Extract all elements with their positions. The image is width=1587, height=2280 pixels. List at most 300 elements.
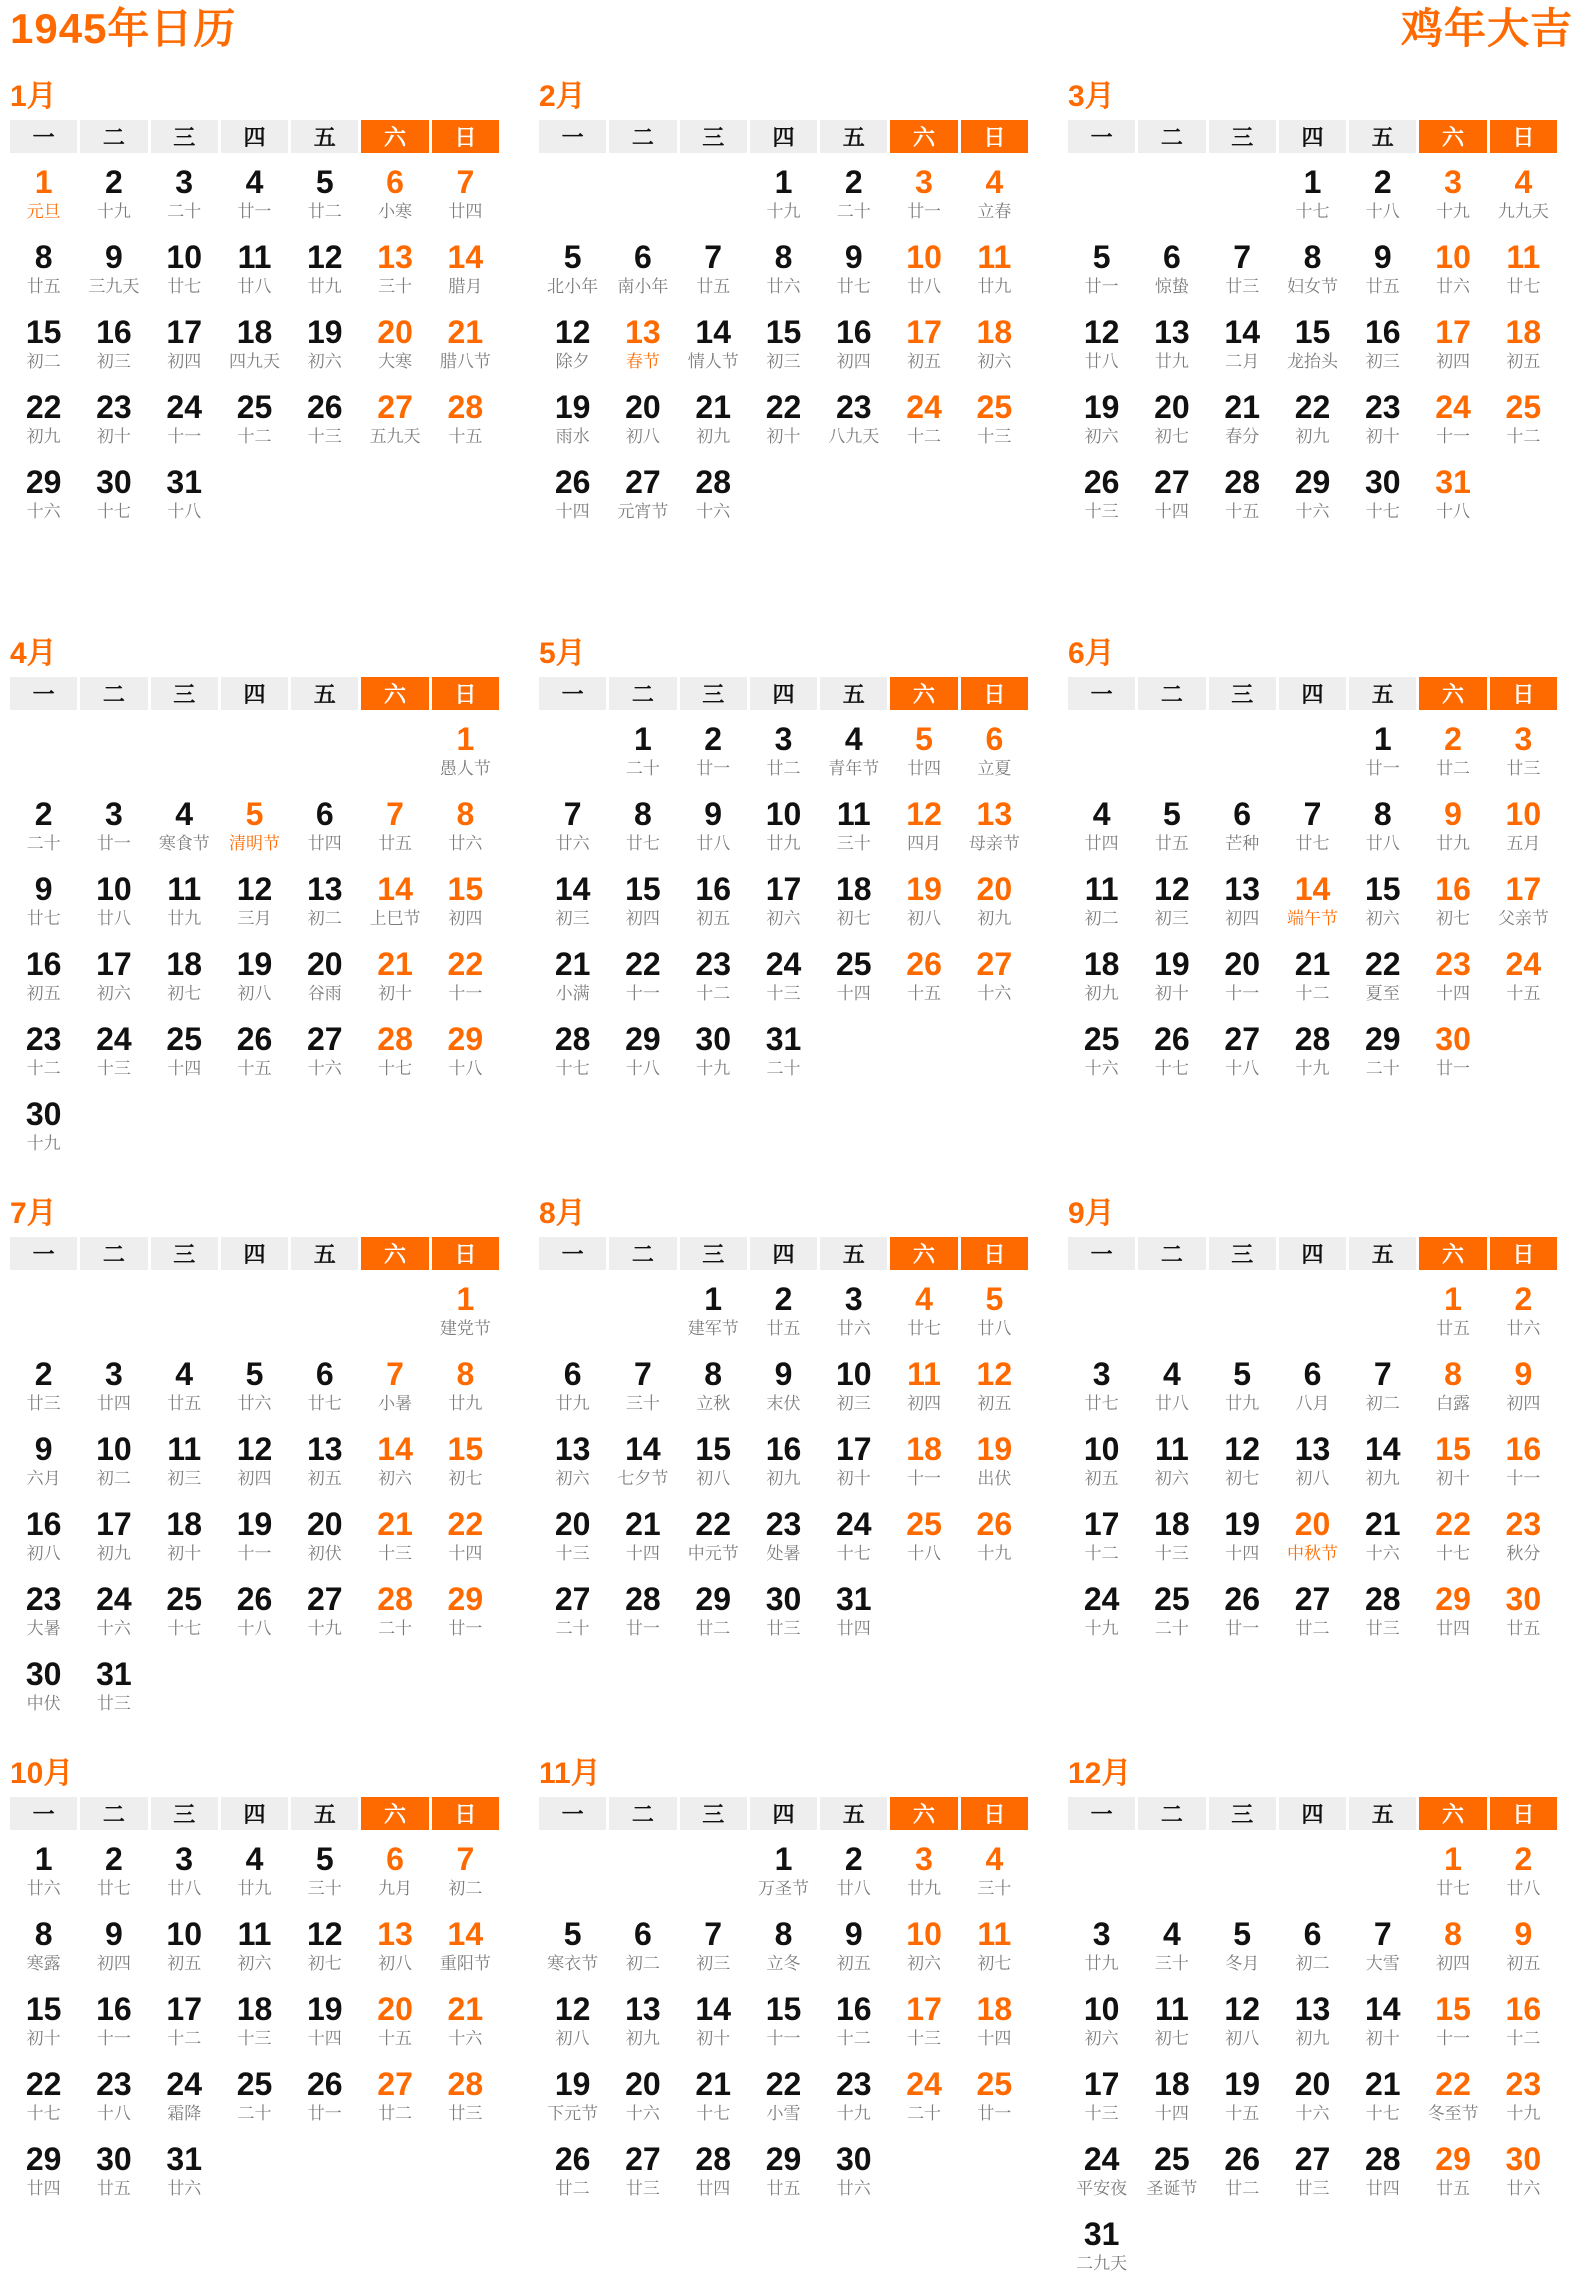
day-lunar-label: 情人节	[687, 352, 739, 371]
day-cell	[1279, 2130, 1346, 2205]
day-number: 8	[34, 1916, 53, 1952]
weekday-header-cell: 二	[609, 677, 676, 710]
day-cell	[1490, 378, 1557, 453]
day-number: 16	[835, 1991, 872, 2027]
day-lunar-label: 初三	[836, 1394, 871, 1413]
day-cell	[1068, 860, 1135, 935]
day-cell	[361, 785, 428, 860]
day-lunar-label: 二十	[26, 834, 61, 853]
day-cell	[539, 303, 606, 378]
day-lunar-label: 初四	[625, 909, 660, 928]
day-cell	[961, 860, 1028, 935]
day-cell	[151, 1905, 218, 1980]
day-lunar-label: 腊月	[448, 277, 483, 296]
day-number: 7	[456, 164, 475, 200]
day-number: 28	[447, 2066, 484, 2102]
day-cell	[432, 785, 499, 860]
day-cell	[80, 2130, 147, 2205]
day-cell	[10, 1345, 77, 1420]
day-lunar-label: 十一	[237, 1544, 272, 1563]
day-number: 13	[1154, 314, 1190, 350]
day-number: 13	[625, 314, 661, 350]
day-lunar-label: 秋分	[1506, 1544, 1541, 1563]
day-cell	[680, 1905, 747, 1980]
day-lunar-label: 廿三	[1295, 2179, 1330, 2198]
day-cell	[291, 378, 358, 453]
day-lunar-label: 二十	[378, 1619, 413, 1638]
day-number: 20	[1154, 389, 1190, 425]
day-cell	[1068, 785, 1135, 860]
day-lunar-label: 初九	[1084, 984, 1119, 1003]
day-cell	[151, 1420, 218, 1495]
day-lunar-label: 廿二	[378, 2104, 413, 2123]
day-cell	[1349, 1495, 1416, 1570]
day-number: 12	[236, 1431, 273, 1467]
day-cell	[680, 2130, 747, 2205]
day-lunar-label: 二十	[907, 2104, 942, 2123]
day-lunar-label: 初八	[696, 1469, 731, 1488]
day-number: 4	[175, 796, 194, 832]
day-lunar-label: 初二	[307, 909, 342, 928]
day-lunar-label: 廿二	[307, 202, 342, 221]
day-lunar-label: 廿一	[237, 202, 272, 221]
day-cell	[10, 303, 77, 378]
day-cell	[820, 228, 887, 303]
day-lunar-label: 十四	[307, 2029, 342, 2048]
day-lunar-label: 八九天	[828, 427, 880, 446]
day-cell	[961, 785, 1028, 860]
day-cell	[961, 935, 1028, 1010]
day-number: 30	[25, 1096, 62, 1132]
day-cell	[80, 228, 147, 303]
day-lunar-label: 廿二	[766, 759, 801, 778]
day-number: 10	[906, 239, 942, 275]
day-cell	[750, 1420, 817, 1495]
day-cell	[539, 1345, 606, 1420]
day-lunar-label: 五月	[1506, 834, 1541, 853]
day-cell	[1209, 1905, 1276, 1980]
day-lunar-label: 春分	[1225, 427, 1260, 446]
day-lunar-label: 初十	[378, 984, 413, 1003]
day-cell	[539, 378, 606, 453]
day-number: 17	[166, 314, 202, 350]
day-cell	[820, 1495, 887, 1570]
weekday-header-cell: 四	[1279, 1237, 1346, 1270]
day-lunar-label: 十八	[1365, 202, 1400, 221]
day-number: 8	[1303, 239, 1322, 275]
day-lunar-label: 十九	[1506, 2104, 1541, 2123]
day-number: 28	[1364, 2141, 1401, 2177]
day-lunar-label: 廿八	[1506, 1879, 1541, 1898]
day-lunar-label: 十一	[96, 2029, 131, 2048]
day-cell	[432, 1570, 499, 1645]
day-lunar-label: 廿六	[448, 834, 483, 853]
day-cell	[1209, 935, 1276, 1010]
day-lunar-label: 廿六	[1506, 2179, 1541, 2198]
day-cell	[1209, 2130, 1276, 2205]
weekday-header-row	[1068, 1237, 1557, 1270]
day-number: 15	[1294, 314, 1331, 350]
weekday-header-cell: 四	[1279, 120, 1346, 153]
day-number: 30	[835, 2141, 872, 2177]
day-number: 29	[625, 1021, 661, 1057]
day-cell	[961, 1495, 1028, 1570]
day-cell	[680, 1270, 747, 1345]
day-number: 5	[1233, 1916, 1252, 1952]
day-lunar-label: 初四	[1506, 1394, 1541, 1413]
day-lunar-label: 十三	[977, 427, 1012, 446]
day-number: 24	[1083, 2141, 1120, 2177]
weekday-header-cell: 三	[1209, 1237, 1276, 1270]
day-lunar-label: 十七	[1295, 202, 1330, 221]
day-lunar-label: 十八	[167, 502, 202, 521]
day-number: 17	[906, 314, 942, 350]
day-cell	[151, 1495, 218, 1570]
day-number: 9	[1514, 1916, 1533, 1952]
day-number: 11	[907, 1356, 941, 1392]
day-lunar-label: 廿七	[96, 1879, 131, 1898]
day-number: 1	[34, 164, 53, 200]
day-number: 15	[447, 1431, 484, 1467]
day-lunar-label: 建党节	[439, 1319, 491, 1338]
day-number: 5	[985, 1281, 1004, 1317]
day-lunar-label: 十八	[907, 1544, 942, 1563]
day-cell	[10, 1010, 77, 1085]
day-lunar-label: 十九	[696, 1059, 731, 1078]
weekday-header-cell: 五	[291, 120, 358, 153]
day-lunar-label: 廿四	[836, 1619, 871, 1638]
weekday-header-cell: 日	[961, 120, 1028, 153]
day-cell	[80, 378, 147, 453]
day-cell	[432, 1270, 499, 1345]
day-lunar-label: 南小年	[617, 277, 669, 296]
day-cell	[361, 1905, 428, 1980]
day-cell	[539, 1420, 606, 1495]
day-lunar-label: 二月	[1225, 352, 1260, 371]
day-cell	[1209, 2055, 1276, 2130]
month-days-grid	[539, 1270, 1028, 1645]
day-cell	[80, 303, 147, 378]
day-cell	[221, 860, 288, 935]
day-cell	[80, 935, 147, 1010]
day-lunar-label: 下元节	[547, 2104, 599, 2123]
day-lunar-label: 廿七	[26, 909, 61, 928]
day-cell	[820, 378, 887, 453]
day-cell	[80, 1010, 147, 1085]
weekday-header-cell: 一	[1068, 120, 1135, 153]
day-cell	[291, 303, 358, 378]
day-cell	[1419, 228, 1486, 303]
day-number: 3	[175, 1841, 194, 1877]
day-number: 29	[25, 2141, 62, 2177]
day-number: 19	[976, 1431, 1013, 1467]
day-number: 11	[1506, 239, 1541, 275]
day-number: 19	[1224, 1506, 1260, 1542]
day-cell	[10, 1980, 77, 2055]
weekday-header-cell: 四	[750, 677, 817, 710]
day-lunar-label: 十五	[1225, 2104, 1260, 2123]
day-number: 17	[835, 1431, 872, 1467]
month-days-grid	[10, 1830, 499, 2205]
day-cell	[680, 710, 747, 785]
day-lunar-label: 七夕节	[617, 1469, 669, 1488]
day-number: 1	[634, 721, 652, 757]
day-lunar-label: 十四	[167, 1059, 202, 1078]
day-cell	[10, 785, 77, 860]
day-number: 25	[1154, 2141, 1190, 2177]
day-number: 20	[1224, 946, 1260, 982]
day-lunar-label: 十二	[696, 984, 731, 1003]
weekday-header-cell: 六	[1419, 1797, 1486, 1830]
day-cell	[1138, 1345, 1205, 1420]
day-cell	[1209, 860, 1276, 935]
day-cell	[820, 2130, 887, 2205]
day-lunar-label: 初五	[836, 1954, 871, 1973]
day-cell	[1490, 1570, 1557, 1645]
day-lunar-label: 廿四	[696, 2179, 731, 2198]
day-number: 23	[1505, 1506, 1542, 1542]
day-cell	[361, 378, 428, 453]
weekday-header-cell: 二	[609, 120, 676, 153]
day-number: 30	[1435, 1021, 1471, 1057]
day-cell	[221, 153, 288, 228]
day-lunar-label: 九九天	[1497, 202, 1549, 221]
day-cell	[10, 1645, 77, 1720]
day-number: 26	[1154, 1021, 1190, 1057]
day-cell	[609, 2055, 676, 2130]
weekday-header-row	[10, 120, 499, 153]
weekday-header-cell: 六	[890, 677, 957, 710]
day-number: 25	[166, 1581, 202, 1617]
day-number: 12	[1154, 871, 1190, 907]
day-cell	[680, 228, 747, 303]
day-lunar-label: 处暑	[766, 1544, 801, 1563]
day-number: 23	[25, 1581, 62, 1617]
weekday-header-cell: 日	[1490, 120, 1557, 153]
day-lunar-label: 廿二	[555, 2179, 590, 2198]
weekday-header-cell: 三	[151, 120, 218, 153]
day-number: 27	[554, 1581, 591, 1617]
day-lunar-label: 十三	[555, 1544, 590, 1563]
month-label: 5月	[539, 637, 586, 670]
day-lunar-label: 廿八	[1154, 1394, 1189, 1413]
day-cell	[361, 153, 428, 228]
day-lunar-label: 初十	[696, 2029, 731, 2048]
day-cell	[1068, 453, 1135, 528]
day-number: 9	[34, 1431, 53, 1467]
day-lunar-label: 大暑	[26, 1619, 61, 1638]
day-cell	[10, 1905, 77, 1980]
day-cell	[291, 2055, 358, 2130]
day-cell	[80, 860, 147, 935]
day-cell	[1138, 1420, 1205, 1495]
day-lunar-label: 初四	[237, 1469, 272, 1488]
day-number: 24	[1083, 1581, 1120, 1617]
day-lunar-label: 初六	[96, 984, 131, 1003]
day-number: 3	[1514, 721, 1533, 757]
day-lunar-label: 中元节	[687, 1544, 739, 1563]
day-lunar-label: 初五	[907, 352, 942, 371]
month-label: 10月	[10, 1757, 74, 1790]
day-number: 18	[1505, 314, 1542, 350]
weekday-header-row	[539, 1797, 1028, 1830]
weekday-header-cell: 一	[1068, 1237, 1135, 1270]
day-cell	[432, 378, 499, 453]
day-number: 24	[96, 1021, 132, 1057]
day-cell	[10, 1570, 77, 1645]
weekday-header-cell: 日	[961, 1237, 1028, 1270]
day-number: 27	[1224, 1021, 1260, 1057]
day-lunar-label: 廿八	[696, 834, 731, 853]
day-number: 26	[1224, 2141, 1260, 2177]
day-cell	[890, 710, 957, 785]
weekday-header-row	[1068, 120, 1557, 153]
day-number: 25	[166, 1021, 202, 1057]
day-lunar-label: 廿八	[96, 909, 131, 928]
day-lunar-label: 万圣节	[757, 1879, 809, 1898]
day-cell	[151, 1010, 218, 1085]
day-cell	[1349, 1905, 1416, 1980]
day-cell	[1419, 153, 1486, 228]
day-number: 1	[704, 1281, 723, 1317]
day-lunar-label: 青年节	[828, 759, 880, 778]
day-cell	[291, 153, 358, 228]
day-number: 5	[1233, 1356, 1252, 1392]
day-lunar-label: 惊蛰	[1154, 277, 1189, 296]
day-number: 21	[695, 389, 731, 425]
day-cell	[10, 453, 77, 528]
day-number: 22	[765, 389, 802, 425]
day-lunar-label: 四月	[907, 834, 942, 853]
day-number: 8	[634, 796, 652, 832]
day-cell	[890, 228, 957, 303]
day-number: 27	[377, 389, 413, 425]
day-cell	[750, 153, 817, 228]
day-number: 10	[765, 796, 802, 832]
day-number: 15	[25, 1991, 62, 2027]
day-cell	[1349, 785, 1416, 860]
day-lunar-label: 初九	[625, 2029, 660, 2048]
day-cell	[1209, 785, 1276, 860]
day-lunar-label: 初二	[448, 1879, 483, 1898]
day-number: 14	[695, 1991, 731, 2027]
weekday-header-cell: 日	[432, 1797, 499, 1830]
day-number: 25	[236, 2066, 273, 2102]
day-cell	[820, 1345, 887, 1420]
weekday-header-cell: 四	[1279, 677, 1346, 710]
day-lunar-label: 廿三	[766, 1619, 801, 1638]
day-lunar-label: 十六	[696, 502, 731, 521]
day-lunar-label: 十八	[448, 1059, 483, 1078]
day-cell	[80, 453, 147, 528]
day-number: 11	[1084, 871, 1119, 907]
day-lunar-label: 初十	[836, 1469, 871, 1488]
month-section-3	[1058, 80, 1587, 640]
day-number: 9	[1373, 239, 1392, 275]
day-lunar-label: 廿七	[907, 1319, 942, 1338]
day-number: 5	[315, 164, 334, 200]
weekday-header-cell: 五	[820, 1797, 887, 1830]
day-number: 23	[1435, 946, 1471, 982]
day-number: 19	[306, 1991, 343, 2027]
day-cell	[432, 860, 499, 935]
weekday-header-row	[539, 1237, 1028, 1270]
day-cell	[1349, 710, 1416, 785]
day-cell	[151, 1570, 218, 1645]
month-section-7	[0, 1197, 529, 1760]
day-lunar-label: 廿五	[1436, 2179, 1471, 2198]
day-lunar-label: 霜降	[167, 2104, 202, 2123]
day-cell	[1349, 1980, 1416, 2055]
day-cell	[680, 1570, 747, 1645]
weekday-header-cell: 二	[1138, 1797, 1205, 1830]
day-lunar-label: 廿一	[1084, 277, 1119, 296]
day-lunar-label: 初五	[977, 1394, 1012, 1413]
day-lunar-label: 十六	[1084, 1059, 1119, 1078]
day-cell	[750, 1905, 817, 1980]
day-number: 4	[985, 164, 1004, 200]
day-cell	[10, 378, 77, 453]
day-number: 21	[447, 1991, 484, 2027]
day-number: 6	[1233, 796, 1252, 832]
day-lunar-label: 初十	[1365, 2029, 1400, 2048]
day-number: 8	[456, 1356, 475, 1392]
day-lunar-label: 十七	[1365, 2104, 1400, 2123]
day-cell	[221, 785, 288, 860]
day-number: 28	[377, 1581, 413, 1617]
day-number: 29	[1294, 464, 1331, 500]
day-number: 5	[315, 1841, 334, 1877]
day-cell	[432, 1905, 499, 1980]
day-number: 30	[25, 1656, 62, 1692]
day-number: 10	[96, 1431, 132, 1467]
day-cell	[1138, 860, 1205, 935]
day-cell	[750, 1345, 817, 1420]
day-lunar-label: 十四	[977, 2029, 1012, 2048]
day-cell	[151, 785, 218, 860]
day-lunar-label: 二十	[625, 759, 660, 778]
day-cell	[1490, 153, 1557, 228]
day-number: 17	[1083, 2066, 1120, 2102]
day-number: 16	[25, 946, 62, 982]
day-cell	[1209, 228, 1276, 303]
month-section-6	[1058, 637, 1587, 1200]
day-cell	[1068, 378, 1135, 453]
day-cell	[890, 153, 957, 228]
day-number: 3	[915, 1841, 933, 1877]
day-cell	[10, 860, 77, 935]
day-lunar-label: 十三	[378, 1544, 413, 1563]
day-number: 22	[765, 2066, 802, 2102]
day-lunar-label: 初五	[696, 909, 731, 928]
day-number: 2	[1444, 721, 1462, 757]
day-cell	[432, 935, 499, 1010]
day-lunar-label: 初八	[378, 1954, 413, 1973]
month-section-4	[0, 637, 529, 1200]
day-cell	[1138, 785, 1205, 860]
day-cell	[750, 1270, 817, 1345]
day-lunar-label: 十四	[836, 984, 871, 1003]
day-number: 31	[835, 1581, 872, 1617]
day-lunar-label: 初八	[1225, 2029, 1260, 2048]
day-number: 3	[105, 1356, 123, 1392]
day-cell	[1279, 153, 1346, 228]
day-cell	[221, 1980, 288, 2055]
day-lunar-label: 三九天	[88, 277, 140, 296]
day-lunar-label: 端午节	[1286, 909, 1338, 928]
day-cell	[291, 1980, 358, 2055]
day-cell	[1419, 378, 1486, 453]
